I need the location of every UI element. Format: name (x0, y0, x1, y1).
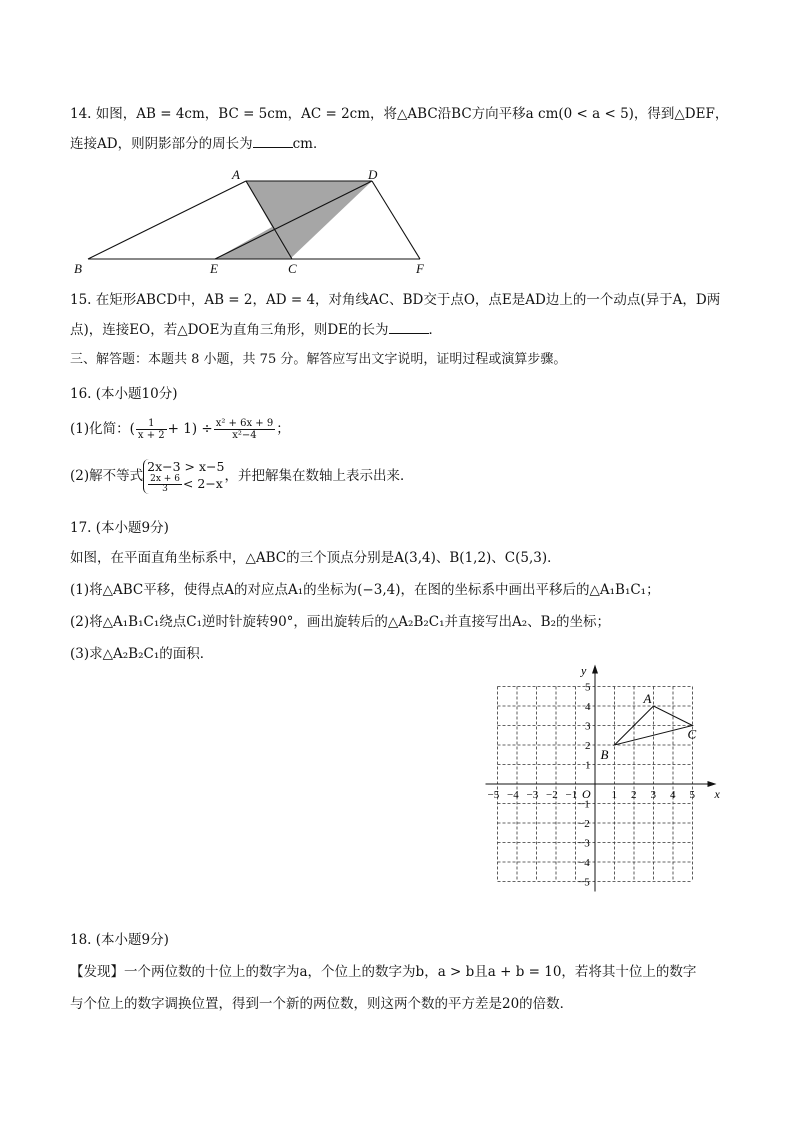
x-tick-label: 2 (631, 789, 637, 801)
q16-p1-prefix: (1)化简：( (70, 421, 135, 437)
q14-line2-text: 连接AD，则阴影部分的周长为 (70, 136, 253, 152)
q18-line1-text: 一个两位数的十位上的数字为a，个位上的数字为b，a > b且a + b = 10，若将其十位上的数字 (124, 964, 697, 980)
q16-p1-frac1-den: x + 2 (137, 430, 165, 441)
q16-p1-mid: + 1) ÷ (167, 421, 213, 437)
q16-p2-suffix: ，并把解集在数轴上表示出来． (224, 468, 414, 484)
label-C: C (288, 261, 297, 276)
q16-p2-system (143, 459, 224, 494)
q17-part3: (3)求△A₂B₂C₁的面积． (70, 646, 214, 662)
y-tick-label: 1 (585, 759, 591, 772)
x-tick-label: −3 (526, 789, 539, 801)
q18-tag: 【发现】 (70, 964, 124, 980)
q17-head: 17. (本小题9分) (70, 520, 169, 536)
q18-line1 (70, 962, 730, 982)
q16-p1-frac1-num: 1 (136, 418, 167, 430)
x-tick-label: −4 (507, 789, 519, 801)
x-tick-label: 5 (689, 789, 695, 801)
q17-intro: 如图，在平面直角坐标系中，△ABC的三个顶点分别是A(3,4)、B(1,2)、C(5,3)． (70, 550, 561, 566)
q14-line2 (70, 134, 730, 154)
x-tick-label: 3 (650, 789, 656, 801)
q16-p2-frac-num: 2x + 6 (150, 474, 180, 484)
q15-line2 (70, 320, 730, 340)
x-tick-label: −5 (487, 789, 500, 801)
q14-line1: 14. 如图，AB = 4cm，BC = 5cm，AC = 2cm，将△ABC沿BC方向平移a cm(0 < a < 5)，得到△DEF， (70, 106, 729, 122)
q18-head: 18. (本小题9分) (70, 932, 169, 948)
q17-part2: (2)将△A₁B₁C₁绕点C₁逆时针旋转90°，画出旋转后的△A₂B₂C₁并直接写出A₂、B₂的坐标； (70, 614, 611, 630)
y-tick-label: 3 (585, 720, 591, 733)
y-tick-label: −4 (578, 857, 590, 869)
q14-unit: cm． (292, 136, 327, 152)
q17-part1: (1)将△ABC平移，使得点A的对应点A₁的坐标为(−3,4)，在图的坐标系中画出平移后的△A₁B₁C₁； (70, 582, 660, 598)
q15-answer-blank (389, 321, 429, 334)
q18-line2: 与个位上的数字调换位置，得到一个新的两位数，则这两个数的平方差是20的倍数． (70, 996, 574, 1012)
x-tick-label: −2 (546, 789, 558, 801)
y-axis-arrow (592, 665, 598, 674)
q16-p2-ineq2-rest: < 2−x (182, 476, 223, 491)
label-F: F (416, 261, 424, 276)
x-tick-label: 1 (611, 789, 617, 801)
x-axis-label: x (714, 787, 720, 801)
coordinate-plane (470, 662, 730, 898)
q16-p2-frac-den: 3 (162, 484, 168, 494)
label-B: B (74, 261, 82, 276)
q15-end: ． (428, 322, 442, 338)
point-label-B: B (600, 747, 609, 762)
x-tick-label: −1 (565, 789, 578, 801)
q16-head: 16. (本小题10分) (70, 386, 178, 402)
line-AB (88, 181, 246, 259)
q16-part1 (70, 414, 730, 444)
label-A: A (232, 167, 240, 182)
y-tick-label: 4 (585, 701, 591, 713)
y-tick-label: 5 (585, 681, 591, 694)
label-D: D (368, 167, 378, 182)
q16-p1-frac2 (214, 418, 276, 441)
y-tick-label: −1 (578, 798, 590, 811)
y-tick-label: −5 (578, 876, 590, 889)
q14-answer-blank (253, 135, 293, 148)
line-DF (372, 181, 420, 259)
label-E: E (210, 261, 218, 276)
y-tick-label: 2 (585, 740, 591, 752)
origin-label: O (582, 787, 591, 801)
q16-p2-frac (148, 475, 182, 494)
q16-p1-frac2-num: x² + 6x + 9 (215, 418, 274, 429)
q16-p1-end: ； (276, 421, 290, 437)
q16-p1-frac2-den: x²−4 (232, 430, 257, 441)
q16-p2-ineq1: 2x−3 > x−5 (147, 459, 225, 474)
q16-p2-prefix: (2)解不等式 (70, 468, 144, 484)
point-label-C: C (687, 726, 697, 742)
q16-p1-frac1 (136, 418, 167, 441)
q16-p2-ineq2 (147, 475, 224, 494)
point-label-A: A (643, 691, 652, 706)
q15-line1: 15. 在矩形ABCD中，AB = 2，AD = 4，对角线AC、BD交于点O，点E是AD边上的一个动点(异于A，D两 (70, 292, 721, 308)
y-axis-label: y (581, 663, 587, 678)
y-tick-label: −2 (578, 818, 590, 830)
y-tick-label: −3 (578, 837, 590, 850)
q15-line2-text: 点)，连接EO，若△DOE为直角三角形，则DE的长为 (70, 322, 389, 338)
q14-figure (60, 165, 440, 280)
x-tick-label: 4 (670, 789, 676, 801)
section-3-heading: 三、解答题：本题共 8 小题，共 75 分。解答应写出文字说明，证明过程或演算步骤。 (70, 352, 567, 367)
q16-part2 (70, 456, 730, 496)
